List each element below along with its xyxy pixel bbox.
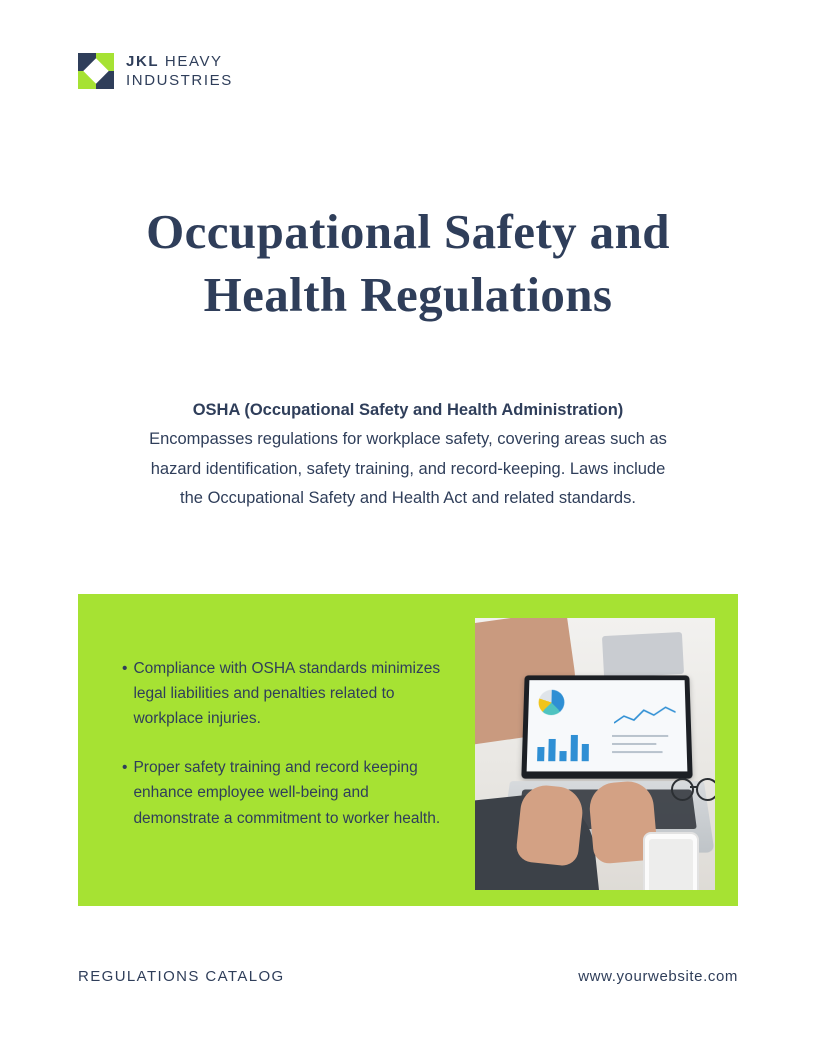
sparkline-icon: [614, 703, 676, 729]
brand-wordmark: [126, 52, 233, 90]
list-item: [122, 755, 442, 830]
bullet-marker-icon: •: [122, 759, 128, 777]
footer-website[interactable]: www.yourwebsite.com: [578, 968, 738, 985]
list-item: [122, 656, 442, 731]
bullet-marker-icon: •: [122, 660, 128, 677]
list-item-text: Proper safety training and record keeping enhance employee well-being and demonstrate a commitment to worker health.: [133, 759, 441, 827]
list-item-text: Compliance with OSHA standards minimizes legal liabilities and penalties related to workplace injuries.: [133, 660, 441, 728]
footer-label: REGULATIONS CATALOG: [78, 968, 285, 985]
laptop-screen-illustration: [521, 675, 692, 778]
panel-photo: [475, 618, 715, 890]
glasses-icon: [671, 778, 715, 800]
intro-body: Encompasses regulations for workplace safety, covering areas such as hazard identification, safety training, and record-keeping. Laws include the Occupational Safety and Health Act and related standards.: [149, 430, 667, 508]
intro-paragraph: [148, 396, 668, 513]
brand-suffix: INDUSTRIES: [126, 72, 233, 90]
page-title: Occupational Safety and Health Regulations: [146, 203, 670, 322]
brand-name: JKL: [126, 53, 160, 70]
highlight-panel: [78, 594, 738, 906]
brand-logo: [78, 52, 233, 90]
intro-lead: OSHA (Occupational Safety and Health Administration): [192, 401, 624, 419]
logo-mark-icon: [78, 53, 114, 89]
brand-qualifier: HEAVY: [164, 53, 223, 70]
smartphone-illustration: [643, 832, 699, 890]
bullet-list: [122, 656, 442, 855]
